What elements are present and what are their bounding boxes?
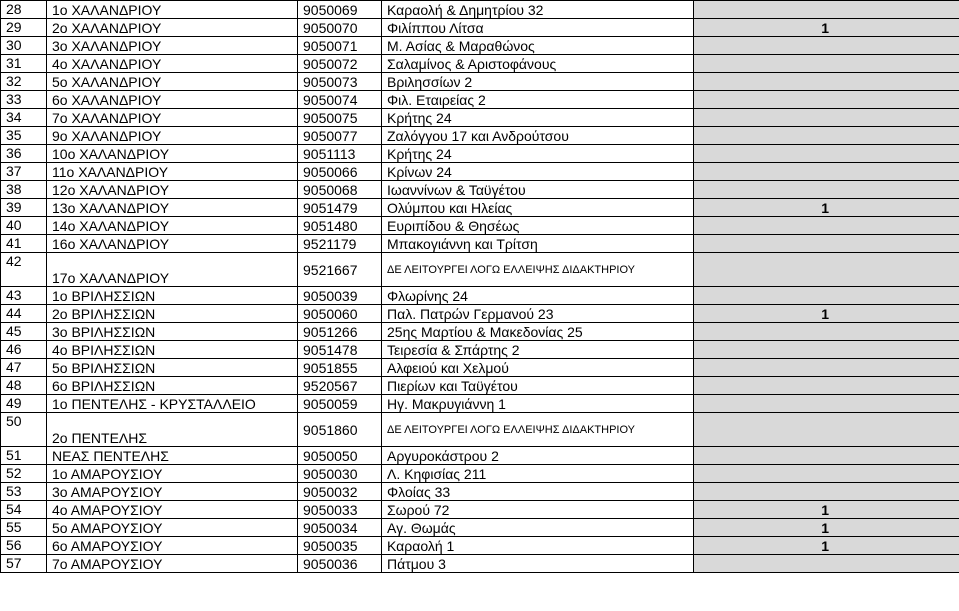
- school-code-cell: 9051855: [298, 359, 382, 377]
- school-code-cell: 9050074: [298, 91, 382, 109]
- school-name-cell: 16ο ΧΑΛΑΝΔΡΙΟΥ: [47, 235, 298, 253]
- school-code-cell: 9050050: [298, 447, 382, 465]
- school-name-cell: 4ο ΑΜΑΡΟΥΣΙΟΥ: [47, 501, 298, 519]
- school-code-cell: 9051113: [298, 145, 382, 163]
- school-code-cell: 9051479: [298, 199, 382, 217]
- flag-cell: [694, 235, 959, 253]
- address-cell: ΔΕ ΛΕΙΤΟΥΡΓΕΙ ΛΟΓΩ ΕΛΛΕΙΨΗΣ ΔΙΔΑΚΤΗΡΙΟΥ: [382, 413, 694, 447]
- school-code-cell: 9050036: [298, 555, 382, 573]
- table-row: [1, 323, 959, 341]
- school-code-cell: 9521667: [298, 253, 382, 287]
- flag-cell: 1: [694, 19, 959, 37]
- schools-table-body: [1, 1, 959, 573]
- row-number-cell: 42: [1, 253, 47, 287]
- school-code-cell: 9051478: [298, 341, 382, 359]
- row-number-cell: 55: [1, 519, 47, 537]
- flag-cell: [694, 341, 959, 359]
- row-number-cell: 36: [1, 145, 47, 163]
- table-row: [1, 287, 959, 305]
- table-row: [1, 163, 959, 181]
- table-row: [1, 537, 959, 555]
- table-row: [1, 127, 959, 145]
- school-code-cell: 9050032: [298, 483, 382, 501]
- school-code-cell: 9051860: [298, 413, 382, 447]
- flag-cell: [694, 413, 959, 447]
- address-cell: Βριλησσίων 2: [382, 73, 694, 91]
- address-cell: Καραολή & Δημητρίου 32: [382, 1, 694, 19]
- address-cell: ΔΕ ΛΕΙΤΟΥΡΓΕΙ ΛΟΓΩ ΕΛΛΕΙΨΗΣ ΔΙΔΑΚΤΗΡΙΟΥ: [382, 253, 694, 287]
- school-code-cell: 9050072: [298, 55, 382, 73]
- flag-cell: [694, 323, 959, 341]
- school-code-cell: 9050066: [298, 163, 382, 181]
- table-row: [1, 253, 959, 287]
- address-cell: Φλοίας 33: [382, 483, 694, 501]
- flag-cell: [694, 163, 959, 181]
- address-cell: Πιερίων και Ταϋγέτου: [382, 377, 694, 395]
- address-cell: Πάτμου 3: [382, 555, 694, 573]
- school-name-cell: 6ο ΑΜΑΡΟΥΣΙΟΥ: [47, 537, 298, 555]
- school-name-cell: 12ο ΧΑΛΑΝΔΡΙΟΥ: [47, 181, 298, 199]
- flag-cell: 1: [694, 199, 959, 217]
- school-code-cell: 9050069: [298, 1, 382, 19]
- address-cell: Φιλ. Εταιρείας 2: [382, 91, 694, 109]
- school-code-cell: 9520567: [298, 377, 382, 395]
- school-name-cell: 4ο ΧΑΛΑΝΔΡΙΟΥ: [47, 55, 298, 73]
- school-name-cell: 4ο ΒΡΙΛΗΣΣΙΩΝ: [47, 341, 298, 359]
- flag-cell: [694, 127, 959, 145]
- school-name-cell: 7ο ΧΑΛΑΝΔΡΙΟΥ: [47, 109, 298, 127]
- row-number-cell: 52: [1, 465, 47, 483]
- address-cell: Αγ. Θωμάς: [382, 519, 694, 537]
- school-code-cell: 9050060: [298, 305, 382, 323]
- school-name-cell: 17ο ΧΑΛΑΝΔΡΙΟΥ: [47, 253, 298, 287]
- address-cell: Κρήτης 24: [382, 145, 694, 163]
- row-number-cell: 51: [1, 447, 47, 465]
- school-code-cell: 9050075: [298, 109, 382, 127]
- flag-cell: [694, 145, 959, 163]
- address-cell: Ιωαννίνων & Ταϋγέτου: [382, 181, 694, 199]
- flag-cell: [694, 91, 959, 109]
- school-code-cell: 9050033: [298, 501, 382, 519]
- school-name-cell: 6ο ΧΑΛΑΝΔΡΙΟΥ: [47, 91, 298, 109]
- table-row: [1, 483, 959, 501]
- flag-cell: 1: [694, 519, 959, 537]
- school-name-cell: 3ο ΑΜΑΡΟΥΣΙΟΥ: [47, 483, 298, 501]
- row-number-cell: 30: [1, 37, 47, 55]
- table-row: [1, 395, 959, 413]
- table-row: [1, 1, 959, 19]
- table-row: [1, 217, 959, 235]
- flag-cell: [694, 483, 959, 501]
- table-row: [1, 55, 959, 73]
- school-name-cell: 1ο ΑΜΑΡΟΥΣΙΟΥ: [47, 465, 298, 483]
- school-name-cell: 3ο ΧΑΛΑΝΔΡΙΟΥ: [47, 37, 298, 55]
- flag-cell: [694, 109, 959, 127]
- table-row: [1, 305, 959, 323]
- school-name-cell: 2ο ΒΡΙΛΗΣΣΙΩΝ: [47, 305, 298, 323]
- address-cell: 25ης Μαρτίου & Μακεδονίας 25: [382, 323, 694, 341]
- flag-cell: [694, 55, 959, 73]
- school-name-cell: ΝΕΑΣ ΠΕΝΤΕΛΗΣ: [47, 447, 298, 465]
- row-number-cell: 45: [1, 323, 47, 341]
- row-number-cell: 34: [1, 109, 47, 127]
- school-code-cell: 9050068: [298, 181, 382, 199]
- school-name-cell: 7ο ΑΜΑΡΟΥΣΙΟΥ: [47, 555, 298, 573]
- row-number-cell: 38: [1, 181, 47, 199]
- school-code-cell: 9051480: [298, 217, 382, 235]
- address-cell: Καραολή 1: [382, 537, 694, 555]
- flag-cell: [694, 181, 959, 199]
- address-cell: Μπακογιάννη και Τρίτση: [382, 235, 694, 253]
- address-cell: Κρήτης 24: [382, 109, 694, 127]
- school-name-cell: 5ο ΒΡΙΛΗΣΣΙΩΝ: [47, 359, 298, 377]
- address-cell: Ευριπίδου & Θησέως: [382, 217, 694, 235]
- school-code-cell: 9051266: [298, 323, 382, 341]
- address-cell: Αργυροκάστρου 2: [382, 447, 694, 465]
- flag-cell: [694, 395, 959, 413]
- school-code-cell: 9050071: [298, 37, 382, 55]
- row-number-cell: 54: [1, 501, 47, 519]
- school-name-cell: 11ο ΧΑΛΑΝΔΡΙΟΥ: [47, 163, 298, 181]
- row-number-cell: 29: [1, 19, 47, 37]
- address-cell: Ζαλόγγου 17 και Ανδρούτσου: [382, 127, 694, 145]
- flag-cell: [694, 1, 959, 19]
- school-code-cell: 9050073: [298, 73, 382, 91]
- flag-cell: 1: [694, 501, 959, 519]
- row-number-cell: 49: [1, 395, 47, 413]
- table-row: [1, 447, 959, 465]
- table-row: [1, 377, 959, 395]
- row-number-cell: 57: [1, 555, 47, 573]
- address-cell: Κρίνων 24: [382, 163, 694, 181]
- address-cell: Σαλαμίνος & Αριστοφάνους: [382, 55, 694, 73]
- address-cell: Φλωρίνης 24: [382, 287, 694, 305]
- row-number-cell: 44: [1, 305, 47, 323]
- address-cell: Μ. Ασίας & Μαραθώνος: [382, 37, 694, 55]
- school-name-cell: 2ο ΧΑΛΑΝΔΡΙΟΥ: [47, 19, 298, 37]
- row-number-cell: 35: [1, 127, 47, 145]
- table-row: [1, 145, 959, 163]
- school-name-cell: 1ο ΧΑΛΑΝΔΡΙΟΥ: [47, 1, 298, 19]
- school-name-cell: 6ο ΒΡΙΛΗΣΣΙΩΝ: [47, 377, 298, 395]
- table-row: [1, 109, 959, 127]
- school-code-cell: 9050030: [298, 465, 382, 483]
- row-number-cell: 48: [1, 377, 47, 395]
- table-row: [1, 37, 959, 55]
- school-name-cell: 1ο ΠΕΝΤΕΛΗΣ - ΚΡΥΣΤΑΛΛΕΙΟ: [47, 395, 298, 413]
- address-cell: Παλ. Πατρών Γερμανού 23: [382, 305, 694, 323]
- row-number-cell: 47: [1, 359, 47, 377]
- table-row: [1, 73, 959, 91]
- flag-cell: [694, 555, 959, 573]
- school-code-cell: 9050070: [298, 19, 382, 37]
- row-number-cell: 31: [1, 55, 47, 73]
- school-code-cell: 9050035: [298, 537, 382, 555]
- row-number-cell: 43: [1, 287, 47, 305]
- row-number-cell: 50: [1, 413, 47, 447]
- school-code-cell: 9050034: [298, 519, 382, 537]
- table-row: [1, 199, 959, 217]
- address-cell: Φιλίππου Λίτσα: [382, 19, 694, 37]
- address-cell: Τειρεσία & Σπάρτης 2: [382, 341, 694, 359]
- flag-cell: [694, 447, 959, 465]
- table-row: [1, 413, 959, 447]
- flag-cell: [694, 253, 959, 287]
- flag-cell: [694, 465, 959, 483]
- row-number-cell: 37: [1, 163, 47, 181]
- row-number-cell: 40: [1, 217, 47, 235]
- school-code-cell: 9050077: [298, 127, 382, 145]
- school-name-cell: 3ο ΒΡΙΛΗΣΣΙΩΝ: [47, 323, 298, 341]
- address-cell: Λ. Κηφισίας 211: [382, 465, 694, 483]
- flag-cell: [694, 359, 959, 377]
- table-row: [1, 181, 959, 199]
- row-number-cell: 33: [1, 91, 47, 109]
- flag-cell: [694, 377, 959, 395]
- table-row: [1, 359, 959, 377]
- table-row: [1, 555, 959, 573]
- address-cell: Αλφειού και Χελμού: [382, 359, 694, 377]
- table-row: [1, 341, 959, 359]
- row-number-cell: 46: [1, 341, 47, 359]
- flag-cell: [694, 217, 959, 235]
- address-cell: Σωρού 72: [382, 501, 694, 519]
- row-number-cell: 28: [1, 1, 47, 19]
- school-name-cell: 5ο ΑΜΑΡΟΥΣΙΟΥ: [47, 519, 298, 537]
- flag-cell: [694, 287, 959, 305]
- table-row: [1, 501, 959, 519]
- table-row: [1, 91, 959, 109]
- flag-cell: [694, 73, 959, 91]
- school-name-cell: 10ο ΧΑΛΑΝΔΡΙΟΥ: [47, 145, 298, 163]
- school-name-cell: 13ο ΧΑΛΑΝΔΡΙΟΥ: [47, 199, 298, 217]
- school-name-cell: 1ο ΒΡΙΛΗΣΣΙΩΝ: [47, 287, 298, 305]
- school-name-cell: 14ο ΧΑΛΑΝΔΡΙΟΥ: [47, 217, 298, 235]
- row-number-cell: 53: [1, 483, 47, 501]
- table-row: [1, 235, 959, 253]
- school-code-cell: 9521179: [298, 235, 382, 253]
- school-code-cell: 9050059: [298, 395, 382, 413]
- row-number-cell: 32: [1, 73, 47, 91]
- row-number-cell: 56: [1, 537, 47, 555]
- school-code-cell: 9050039: [298, 287, 382, 305]
- row-number-cell: 39: [1, 199, 47, 217]
- row-number-cell: 41: [1, 235, 47, 253]
- table-row: [1, 519, 959, 537]
- table-row: [1, 19, 959, 37]
- table-row: [1, 465, 959, 483]
- flag-cell: 1: [694, 537, 959, 555]
- address-cell: Ηγ. Μακρυγιάννη 1: [382, 395, 694, 413]
- address-cell: Ολύμπου και Ηλείας: [382, 199, 694, 217]
- flag-cell: 1: [694, 305, 959, 323]
- school-name-cell: 9ο ΧΑΛΑΝΔΡΙΟΥ: [47, 127, 298, 145]
- school-name-cell: 2ο ΠΕΝΤΕΛΗΣ: [47, 413, 298, 447]
- school-name-cell: 5ο ΧΑΛΑΝΔΡΙΟΥ: [47, 73, 298, 91]
- flag-cell: [694, 37, 959, 55]
